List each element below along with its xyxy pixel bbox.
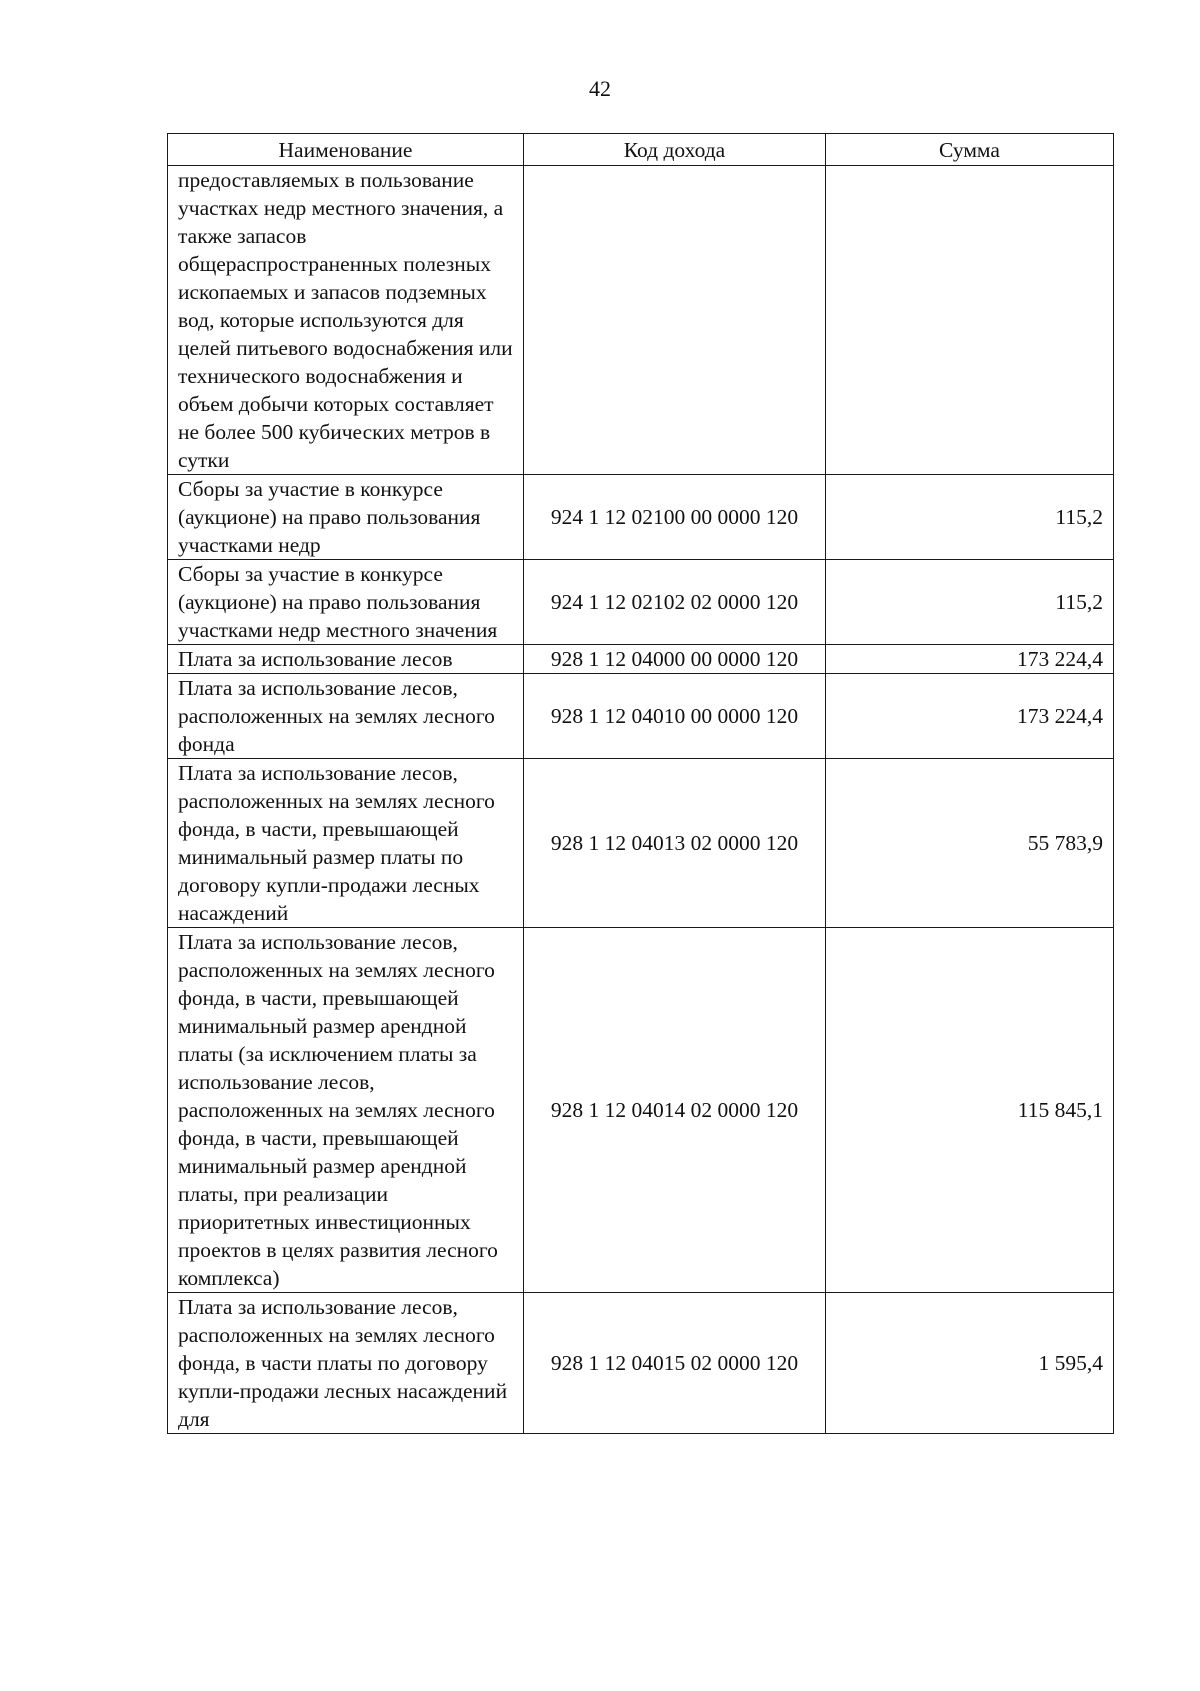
page-number: 42 [589,76,611,101]
row-name: Плата за использование лесов, расположенных на землях лесного фонда, в части, превышающей минимальный размер платы по договору купли-продажи лесных насаждений [168,759,524,928]
row-sum: 55 783,9 [826,759,1114,928]
header-sum: Сумма [826,134,1114,166]
table-row [168,1293,1114,1434]
table-row [168,560,1114,645]
row-sum: 115 845,1 [826,928,1114,1293]
row-name: предоставляемых в пользование участках недр местного значения, а также запасов общераспространенных полезных ископаемых и запасов подземных вод, которые используются для целей питьевого водоснабжения или технического водоснабжения и объем добычи которых составляет не более 500 кубических метров в сутки [168,166,524,475]
revenue-table [167,133,1114,1434]
table-body [168,166,1114,1434]
row-code: 924 1 12 02102 02 0000 120 [524,560,826,645]
table-row [168,759,1114,928]
row-sum: 115,2 [826,475,1114,560]
row-sum [826,166,1114,475]
row-code [524,166,826,475]
row-sum: 173 224,4 [826,674,1114,759]
table-row [168,475,1114,560]
row-code: 928 1 12 04000 00 0000 120 [524,645,826,674]
table-row [168,928,1114,1293]
row-sum: 173 224,4 [826,645,1114,674]
row-sum: 1 595,4 [826,1293,1114,1434]
row-name: Плата за использование лесов, расположенных на землях лесного фонда, в части, превышающей минимальный размер арендной платы (за исключением платы за использование лесов, расположенных на землях лесного фонда, в части, превышающей минимальный размер арендной платы, при реализации приоритетных инвестиционных проектов в целях развития лесного комплекса) [168,928,524,1293]
table-row [168,166,1114,475]
table-row [168,674,1114,759]
header-row [168,134,1114,166]
row-name: Плата за использование лесов, расположенных на землях лесного фонда [168,674,524,759]
row-code: 928 1 12 04010 00 0000 120 [524,674,826,759]
row-code: 928 1 12 04013 02 0000 120 [524,759,826,928]
table-header [168,134,1114,166]
row-code: 924 1 12 02100 00 0000 120 [524,475,826,560]
row-code: 928 1 12 04015 02 0000 120 [524,1293,826,1434]
header-code: Код дохода [524,134,826,166]
row-code: 928 1 12 04014 02 0000 120 [524,928,826,1293]
row-name: Сборы за участие в конкурсе (аукционе) на право пользования участками недр местного значения [168,560,524,645]
header-name: Наименование [168,134,524,166]
table-row [168,645,1114,674]
row-sum: 115,2 [826,560,1114,645]
row-name: Плата за использование лесов [168,645,524,674]
row-name: Плата за использование лесов, расположенных на землях лесного фонда, в части платы по договору купли-продажи лесных насаждений для [168,1293,524,1434]
row-name: Сборы за участие в конкурсе (аукционе) на право пользования участками недр [168,475,524,560]
